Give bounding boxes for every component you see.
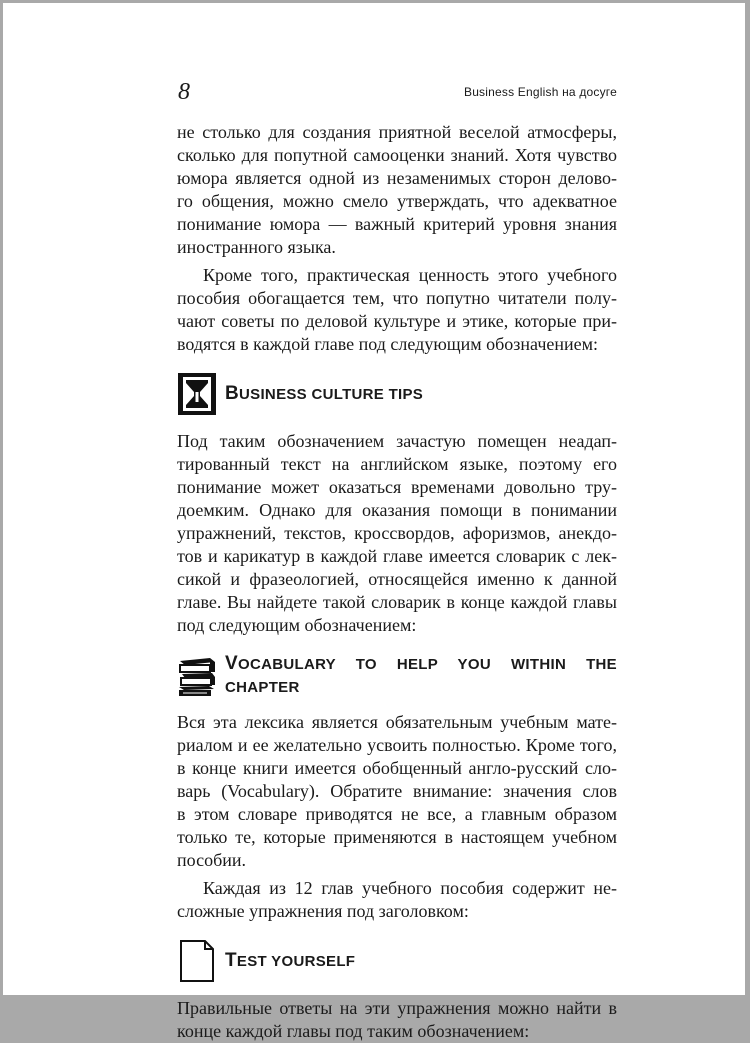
text-line: Правильные ответы на эти упражнения можно найти в	[177, 998, 617, 1018]
heading-rest: OCABULARY TO HELP YOU WITHIN THE CHAPTER	[225, 655, 617, 696]
text-line: понимание юмора — важный критерий уровня знания	[177, 214, 617, 234]
text-line: в конце книги имеется обобщенный англо-русский сло-	[177, 758, 617, 778]
heading-initial: T	[225, 950, 237, 971]
heading-initial: B	[225, 383, 240, 404]
text-line: варь (Vocabulary). Обратите внимание: значения слов	[177, 781, 617, 801]
text-line: сложные упражнения под заголовком:	[177, 901, 469, 921]
text-line: юмора является одной из незаменимых сторон делово-	[177, 168, 617, 188]
text-line: под следующим обозначением:	[177, 615, 417, 635]
books-icon	[177, 653, 217, 697]
text-line: Вся эта лексика является обязательным учебным мате-	[177, 712, 617, 732]
page-number: 8	[178, 79, 190, 105]
heading-initial: V	[225, 652, 238, 674]
heading-title	[225, 652, 617, 699]
text-line: доемким. Однако для оказания помощи в понимании	[177, 500, 617, 520]
page-body	[177, 121, 617, 1043]
heading-rest: EST YOURSELF	[236, 953, 356, 970]
document-icon	[177, 939, 217, 983]
paragraph	[177, 997, 617, 1043]
text-line: пособия обогащается тем, что попутно читатели полу-	[177, 288, 617, 308]
paragraph	[177, 877, 617, 923]
paragraph	[177, 264, 617, 356]
heading-title	[225, 949, 355, 973]
text-line: иностранного языка.	[177, 237, 336, 257]
text-line: упражнений, текстов, кроссвордов, афоризмов, анекдо-	[177, 523, 617, 543]
text-line: конце каждой главы под таким обозначением:	[177, 1021, 530, 1041]
text-line: чают советы по деловой культуре и этике, которые при-	[177, 311, 617, 331]
text-line: тированный текст на английском языке, поэтому его	[177, 454, 617, 474]
text-line: го общения, можно смело утверждать, что адекватное	[177, 191, 617, 211]
hourglass-icon	[177, 372, 217, 416]
heading-business-culture-tips	[177, 364, 617, 424]
text-line: сколько для попутной самооценки знаний. Хотя чувство	[177, 145, 617, 165]
text-line: пособии.	[177, 850, 246, 870]
text-line: риалом и ее желательно усвоить полностью. Кроме того,	[177, 735, 617, 755]
running-title: Business English на досуге	[463, 85, 617, 99]
text-line: тов и карикатур в каждой главе имеется словарик с лек-	[177, 546, 617, 566]
heading-title	[225, 382, 423, 406]
text-line: в этом словаре приводятся не все, а главным образом	[177, 804, 617, 824]
heading-test-yourself	[177, 931, 617, 991]
paragraph	[177, 121, 617, 259]
heading-rest: USINESS CULTURE TIPS	[239, 386, 424, 403]
text-line: понимание может оказаться временами довольно тру-	[177, 477, 617, 497]
text-line: Под таким обозначением зачастую помещен неадап-	[177, 431, 617, 451]
text-line: главе. Вы найдете такой словарик в конце каждой главы	[177, 592, 617, 612]
text-line: только те, которые применяются в настоящем учебном	[177, 827, 617, 847]
text-line: Каждая из 12 глав учебного пособия содержит не-	[203, 878, 617, 898]
text-line: не столько для создания приятной веселой атмосферы,	[177, 122, 617, 142]
book-page	[3, 3, 745, 1041]
paragraph	[177, 430, 617, 637]
paragraph	[177, 711, 617, 872]
text-line: Кроме того, практическая ценность этого учебного	[203, 265, 617, 285]
text-line: сикой и фразеологией, относящейся именно к данной	[177, 569, 617, 589]
text-line: водятся в каждой главе под следующим обозначением:	[177, 334, 599, 354]
heading-vocabulary	[177, 645, 617, 705]
page-header	[175, 81, 617, 105]
